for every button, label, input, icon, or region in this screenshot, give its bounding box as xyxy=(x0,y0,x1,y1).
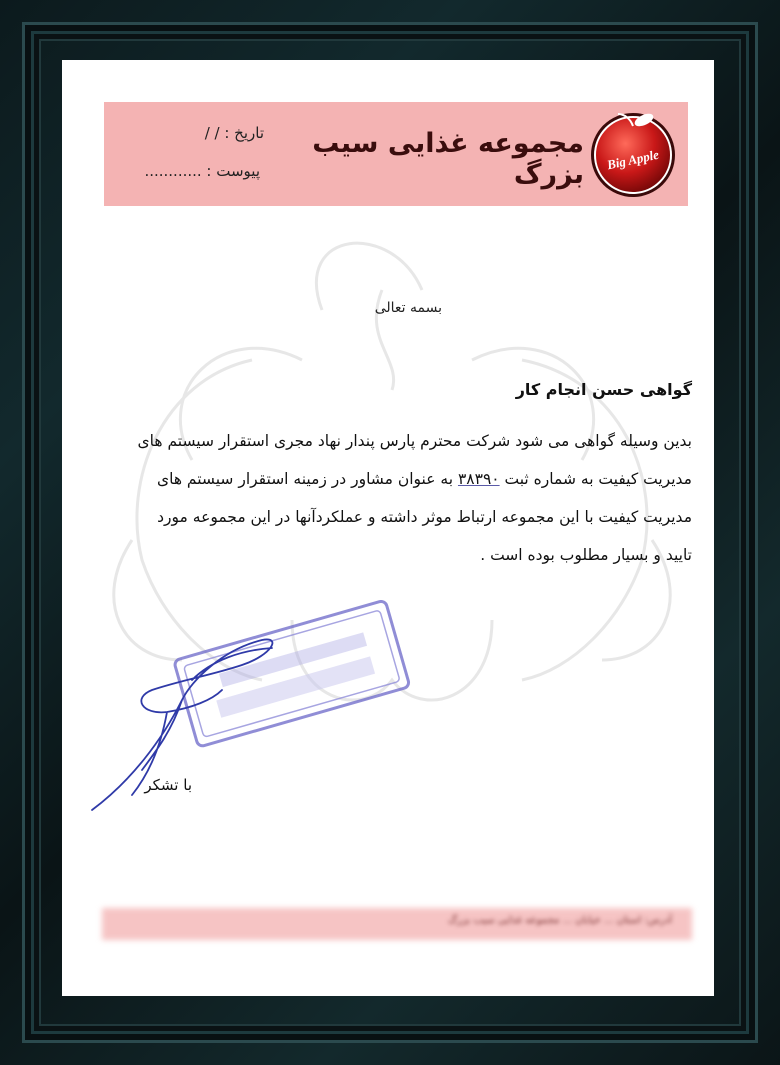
attachment-field: پیوست : ............ xyxy=(144,162,260,180)
certificate-title: گواهی حسن انجام کار xyxy=(515,380,692,399)
footer-address: آدرس: استان ... خیابان ... مجموعه غذایی سیب بزرگ xyxy=(448,915,672,926)
body-line-2 xyxy=(78,460,692,498)
closing-text: با تشکر xyxy=(144,776,192,794)
body-line-4: تایید و بسیار مطلوب بوده است . xyxy=(480,546,692,564)
registration-number: ۳۸۳۹۰ xyxy=(457,470,500,488)
apple-logo xyxy=(584,104,682,202)
body-line-2-start: مدیریت کیفیت به شماره ثبت xyxy=(499,470,692,488)
date-field: تاریخ : / / xyxy=(204,124,264,142)
body-line-1: بدین وسیله گواهی می شود شرکت محترم پارس پندار نهاد مجری استقرار سیستم های xyxy=(137,432,692,450)
logo-text: Big Apple xyxy=(605,146,661,173)
letter-page xyxy=(62,60,714,996)
basmala: بسمه تعالی xyxy=(374,300,442,316)
body-line-2-end: به عنوان مشاور در زمینه استقرار سیستم های xyxy=(156,470,458,488)
company-name: مجموعه غذایی سیب بزرگ xyxy=(312,128,584,190)
body-line-3: مدیریت کیفیت با این مجموعه ارتباط موثر داشته و عملکردآنها در این مجموعه مورد xyxy=(157,508,692,526)
letterhead xyxy=(104,102,688,206)
letter-body xyxy=(78,422,692,574)
